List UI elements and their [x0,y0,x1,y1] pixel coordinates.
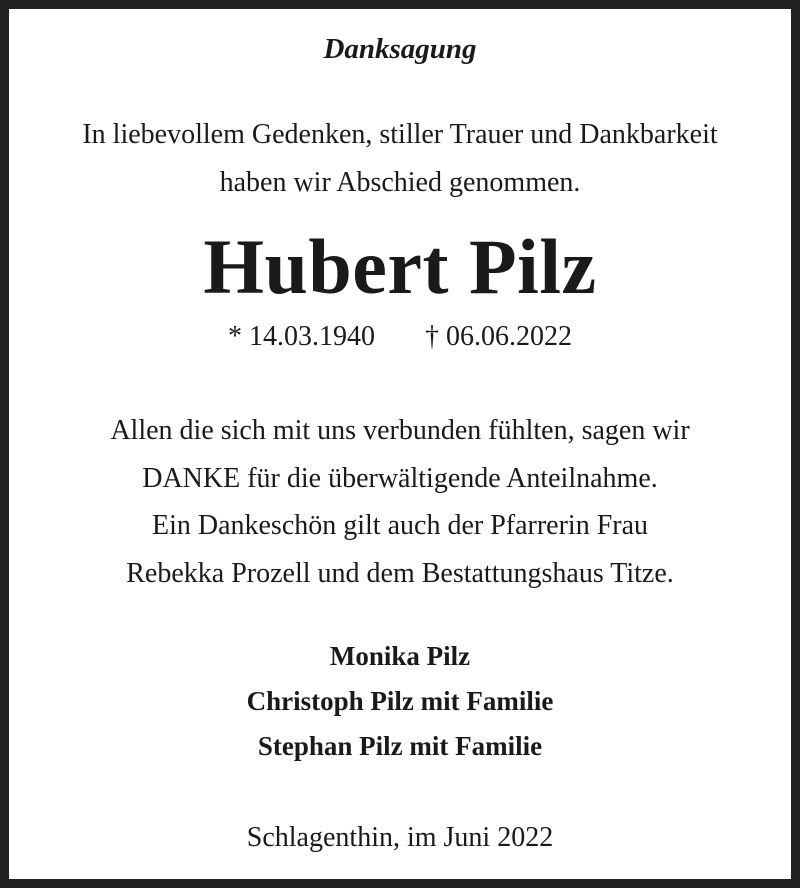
thanks-line-4: Rebekka Prozell und dem Bestattungshaus Titze. [126,557,674,589]
thanks-line-2: DANKE für die überwältigende Anteilnahme. [142,462,658,494]
signers-list [9,634,791,769]
life-dates [9,317,791,357]
intro-text [9,111,791,207]
thanks-text [9,407,791,597]
thanks-line-1: Allen die sich mit uns verbunden fühlten, sagen wir [110,415,690,446]
signer: Stephan Pilz mit Familie [257,731,543,761]
birth-date: * 14.03.1940 [228,321,375,352]
obituary-notice [9,9,791,879]
deceased-name: Hubert Pilz [203,223,597,310]
place-and-date: Schlagenthin, im Juni 2022 [246,822,554,853]
death-date: † 06.06.2022 [425,321,572,352]
intro-line-1: In liebevollem Gedenken, stiller Trauer und Dankbarkeit [82,119,718,150]
thanks-line-3: Ein Dankeschön gilt auch der Pfarrerin Frau [151,510,649,541]
signer: Monika Pilz [329,641,471,671]
intro-line-2: haben wir Abschied genommen. [219,167,581,198]
signer: Christoph Pilz mit Familie [246,686,554,716]
notice-heading: Danksagung [323,33,477,65]
